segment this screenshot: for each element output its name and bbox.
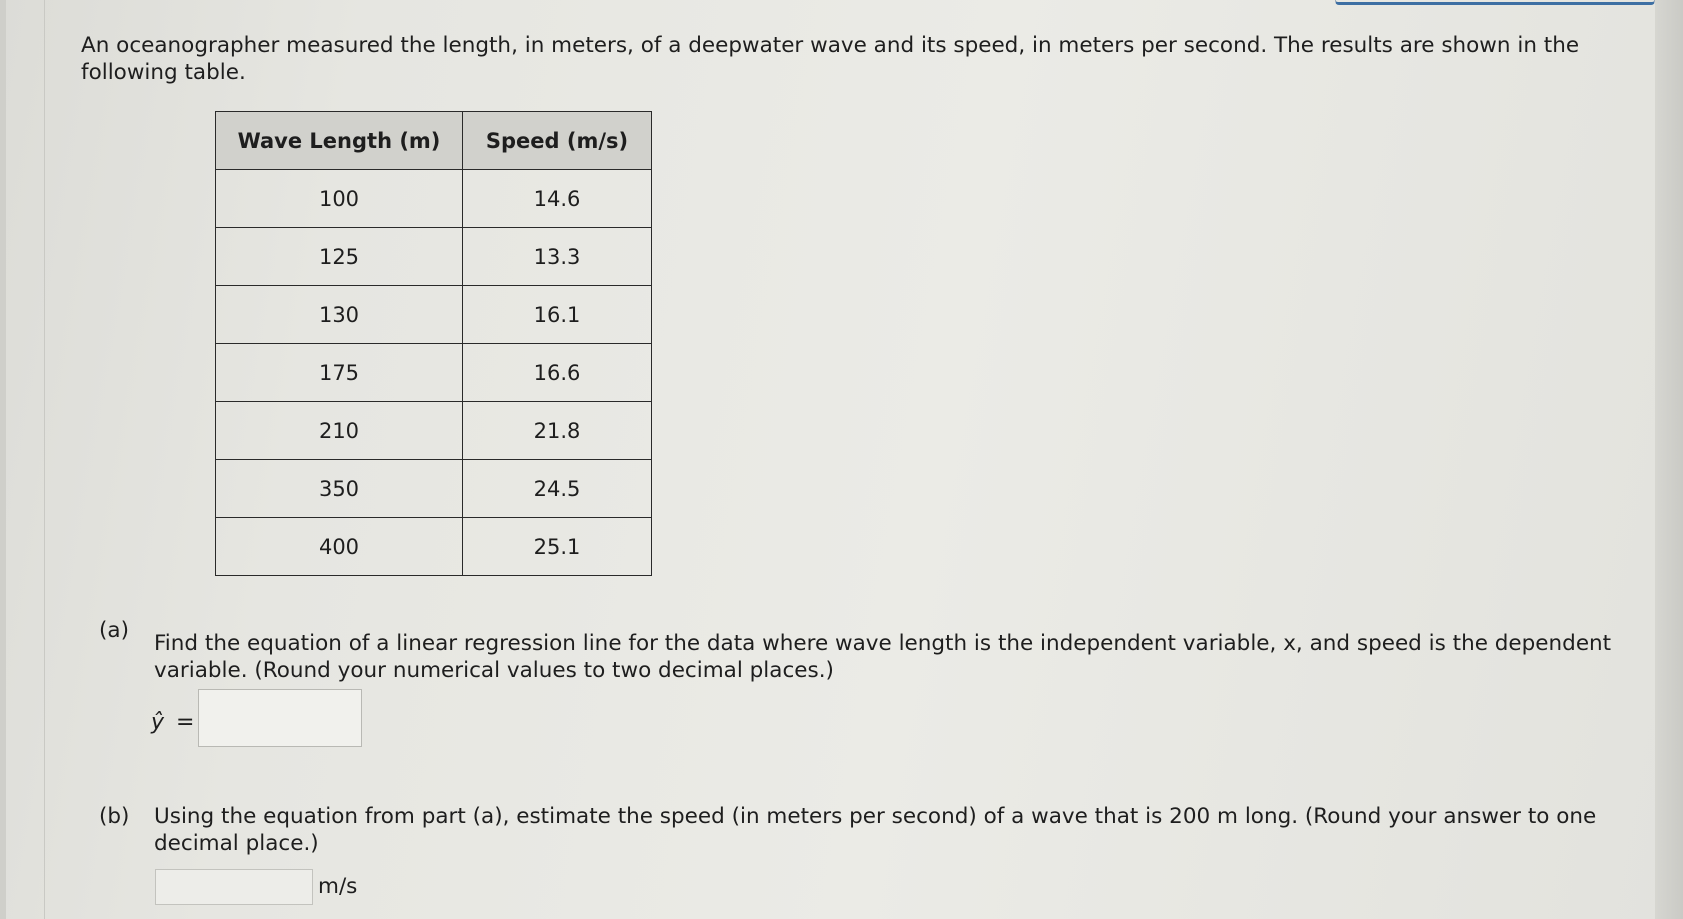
cell-speed: 14.6: [463, 170, 652, 228]
data-table: [215, 111, 652, 576]
table-row: [216, 402, 652, 460]
cell-speed: 16.6: [463, 344, 652, 402]
unit-label: m/s: [318, 874, 358, 899]
cell-wave-length: 400: [216, 518, 463, 576]
problem-intro: An oceanographer measured the length, in meters, of a deepwater wave and its speed, in meters per second. The results are shown in the following table.: [81, 33, 1580, 85]
top-tab-edge[interactable]: [1335, 0, 1655, 5]
header-speed: Speed (m/s): [463, 112, 652, 170]
table-row: [216, 344, 652, 402]
cell-speed: 24.5: [463, 460, 652, 518]
part-a-label: (a): [99, 618, 129, 643]
cell-speed: 13.3: [463, 228, 652, 286]
cell-speed: 16.1: [463, 286, 652, 344]
right-scroll-edge[interactable]: [1655, 0, 1683, 919]
table-row: [216, 286, 652, 344]
table-row: [216, 228, 652, 286]
table-row: [216, 170, 652, 228]
table-row: [216, 518, 652, 576]
cell-wave-length: 175: [216, 344, 463, 402]
cell-wave-length: 130: [216, 286, 463, 344]
cell-speed: 21.8: [463, 402, 652, 460]
cell-wave-length: 210: [216, 402, 463, 460]
table-header-row: [216, 112, 652, 170]
table-row: [216, 460, 652, 518]
cell-wave-length: 350: [216, 460, 463, 518]
part-a-question: Find the equation of a linear regression line for the data where wave length is the independent variable, x, and speed is the dependent variable. (Round your numerical values to two decimal places.): [154, 631, 1612, 683]
cell-speed: 25.1: [463, 518, 652, 576]
header-wave-length: Wave Length (m): [216, 112, 463, 170]
y-hat-symbol: ŷ: [151, 710, 165, 735]
cell-wave-length: 125: [216, 228, 463, 286]
regression-equation-input[interactable]: [198, 689, 362, 747]
left-edge-strip: [0, 0, 6, 919]
cell-wave-length: 100: [216, 170, 463, 228]
part-b-label: (b): [99, 804, 130, 829]
equals-sign: =: [176, 710, 195, 735]
part-b-question: Using the equation from part (a), estimate the speed (in meters per second) of a wave that is 200 m long. (Round your answer to one decimal place.): [154, 804, 1597, 856]
speed-estimate-input[interactable]: [155, 869, 313, 905]
